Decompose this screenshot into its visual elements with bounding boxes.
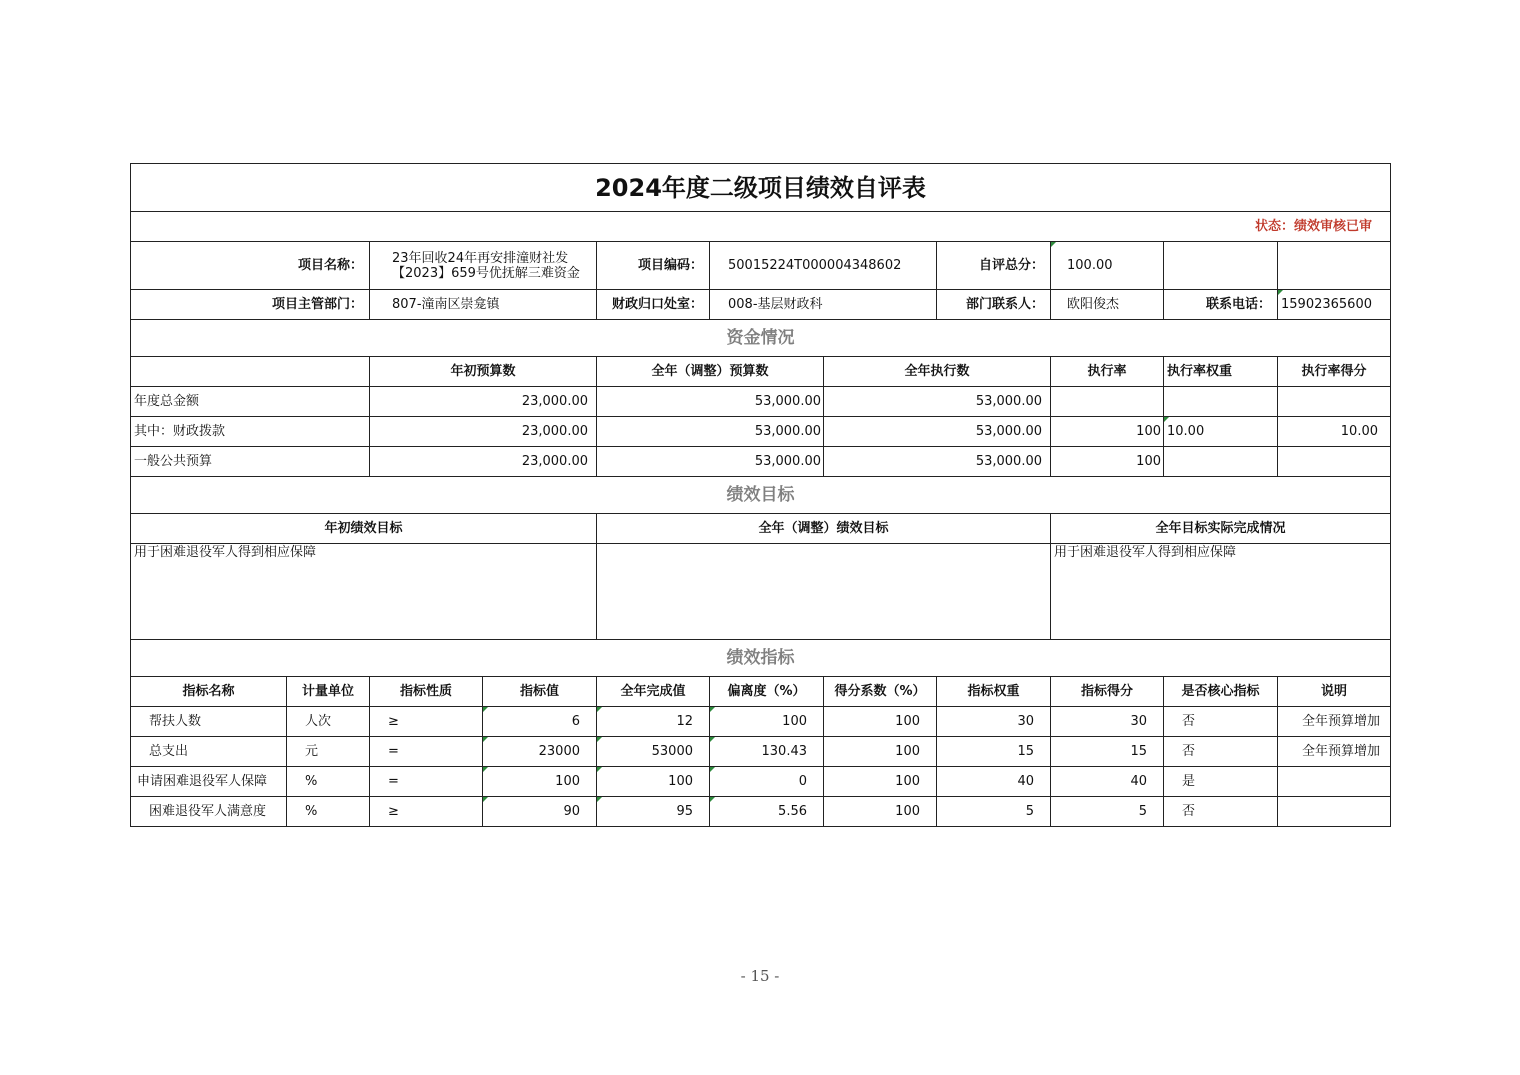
indicator-header: 计量单位 [287,677,370,707]
page-title: 2024年度二级项目绩效自评表 [131,164,1391,212]
indicator-deviation: 100 [710,707,824,737]
indicator-name: 帮扶人数 [131,707,287,737]
indicator-weight: 30 [937,707,1051,737]
indicator-score: 40 [1051,767,1164,797]
funds-row-label: 其中：财政拨款 [131,417,370,447]
funds-section-title: 资金情况 [131,320,1391,357]
funds-executed: 53,000.00 [824,387,1051,417]
indicator-weight: 40 [937,767,1051,797]
indicator-coef: 100 [824,797,937,827]
empty-cell [131,357,370,387]
indicator-deviation: 5.56 [710,797,824,827]
funds-score [1278,447,1391,477]
funds-header: 全年执行数 [824,357,1051,387]
goal-adjusted [597,544,1051,640]
funds-executed: 53,000.00 [824,417,1051,447]
goals-header: 全年（调整）绩效目标 [597,514,1051,544]
indicator-note: 全年预算增加 [1278,737,1391,767]
dept-label: 项目主管部门： [131,290,370,320]
total-score-label: 自评总分： [937,242,1051,290]
indicator-coef: 100 [824,737,937,767]
indicator-core: 否 [1164,797,1278,827]
indicator-header: 指标性质 [370,677,483,707]
project-name-label: 项目名称： [131,242,370,290]
indicator-score: 5 [1051,797,1164,827]
indicator-deviation: 0 [710,767,824,797]
funds-header: 执行率权重 [1164,357,1278,387]
goal-actual: 用于困难退役军人得到相应保障 [1051,544,1391,640]
project-name-value: 23年回收24年再安排潼财社发【2023】659号优抚解三难资金 [370,242,597,290]
indicators-section-title: 绩效指标 [131,640,1391,677]
indicator-name: 总支出 [131,737,287,767]
indicator-score: 30 [1051,707,1164,737]
phone-label: 联系电话： [1164,290,1278,320]
dept-value: 807-潼南区崇龛镇 [370,290,597,320]
contact-label: 部门联系人： [937,290,1051,320]
indicator-actual: 12 [597,707,710,737]
indicator-deviation: 130.43 [710,737,824,767]
goals-header: 全年目标实际完成情况 [1051,514,1391,544]
funds-row [131,387,1391,417]
indicator-unit: % [287,797,370,827]
total-score-value: 100.00 [1051,242,1164,290]
indicator-unit: 人次 [287,707,370,737]
indicator-nature: = [370,737,483,767]
indicator-name: 困难退役军人满意度 [131,797,287,827]
indicator-header: 偏离度（%） [710,677,824,707]
indicator-coef: 100 [824,767,937,797]
indicator-header: 指标值 [483,677,597,707]
indicator-core: 是 [1164,767,1278,797]
indicator-actual: 53000 [597,737,710,767]
funds-adjusted: 53,000.00 [597,447,824,477]
goals-section-title: 绩效目标 [131,477,1391,514]
funds-rate: 100 [1051,447,1164,477]
funds-initial: 23,000.00 [370,447,597,477]
indicator-header: 指标得分 [1051,677,1164,707]
phone-value: 15902365600 [1278,290,1391,320]
funds-rate [1051,387,1164,417]
indicator-name: 申请困难退役军人保障 [131,767,287,797]
finance-office-value: 008-基层财政科 [710,290,937,320]
contact-value: 欧阳俊杰 [1051,290,1164,320]
funds-rate: 100 [1051,417,1164,447]
status-badge: 状态：绩效审核已审 [131,212,1391,242]
indicator-weight: 5 [937,797,1051,827]
funds-initial: 23,000.00 [370,417,597,447]
funds-weight: 10.00 [1164,417,1278,447]
indicator-row [131,797,1391,827]
finance-office-label: 财政归口处室： [597,290,710,320]
funds-initial: 23,000.00 [370,387,597,417]
indicator-note: 全年预算增加 [1278,707,1391,737]
funds-weight [1164,387,1278,417]
indicator-coef: 100 [824,707,937,737]
funds-row [131,417,1391,447]
indicator-score: 15 [1051,737,1164,767]
indicator-header: 指标名称 [131,677,287,707]
funds-row-label: 一般公共预算 [131,447,370,477]
indicator-nature: ≥ [370,707,483,737]
indicator-row [131,707,1391,737]
indicator-header: 全年完成值 [597,677,710,707]
funds-header: 年初预算数 [370,357,597,387]
indicator-header: 是否核心指标 [1164,677,1278,707]
funds-score: 10.00 [1278,417,1391,447]
goal-initial: 用于困难退役军人得到相应保障 [131,544,597,640]
indicator-header: 指标权重 [937,677,1051,707]
funds-header: 执行率 [1051,357,1164,387]
indicator-actual: 95 [597,797,710,827]
indicator-core: 否 [1164,737,1278,767]
funds-weight [1164,447,1278,477]
project-code-value: 50015224T000004348602 [710,242,937,290]
indicator-target: 90 [483,797,597,827]
empty-cell [1278,242,1391,290]
funds-adjusted: 53,000.00 [597,417,824,447]
indicator-note [1278,797,1391,827]
indicator-unit: 元 [287,737,370,767]
indicator-weight: 15 [937,737,1051,767]
indicator-target: 6 [483,707,597,737]
indicator-unit: % [287,767,370,797]
page-number: - 15 - [740,967,780,985]
funds-score [1278,387,1391,417]
funds-row [131,447,1391,477]
indicator-note [1278,767,1391,797]
indicator-nature: = [370,767,483,797]
goals-header: 年初绩效目标 [131,514,597,544]
indicator-row [131,767,1391,797]
indicator-header: 说明 [1278,677,1391,707]
indicator-target: 23000 [483,737,597,767]
indicator-header: 得分系数（%） [824,677,937,707]
funds-header: 全年（调整）预算数 [597,357,824,387]
funds-adjusted: 53,000.00 [597,387,824,417]
funds-executed: 53,000.00 [824,447,1051,477]
empty-cell [1164,242,1278,290]
performance-evaluation-table [130,163,1391,827]
indicator-core: 否 [1164,707,1278,737]
indicator-actual: 100 [597,767,710,797]
indicator-nature: ≥ [370,797,483,827]
indicator-target: 100 [483,767,597,797]
funds-row-label: 年度总金额 [131,387,370,417]
indicator-row [131,737,1391,767]
funds-header: 执行率得分 [1278,357,1391,387]
project-code-label: 项目编码： [597,242,710,290]
